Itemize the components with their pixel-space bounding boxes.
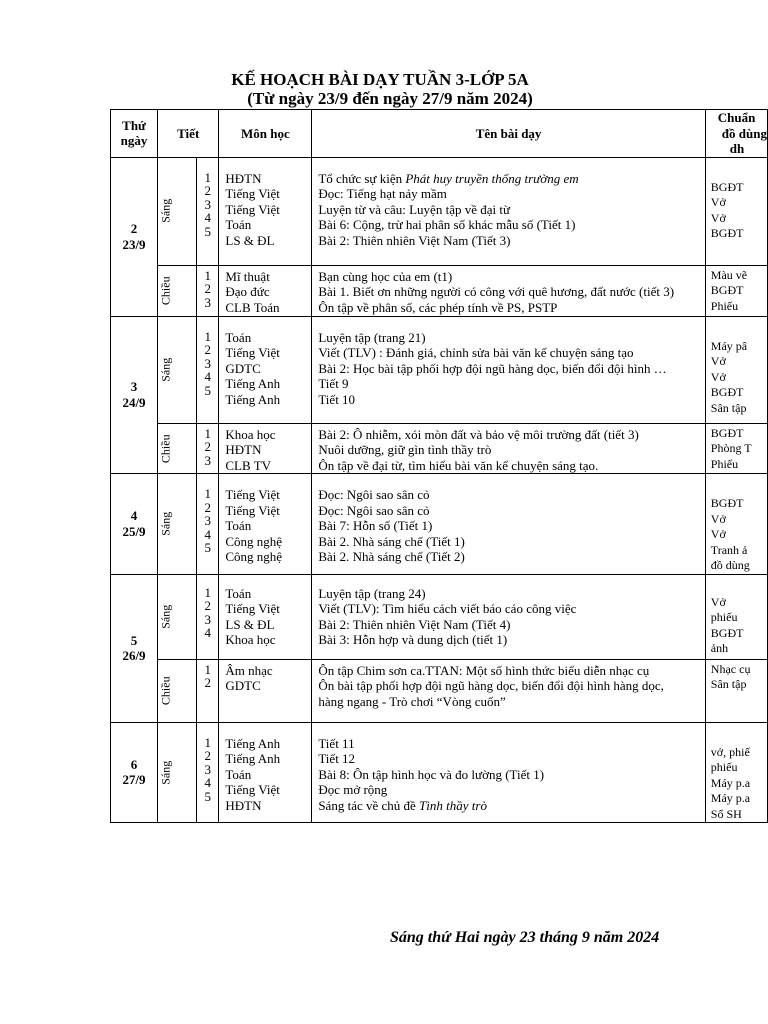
subject-name: Tiếng Anh xyxy=(225,391,281,407)
subject-name: GDTC xyxy=(225,678,261,693)
period-numbers xyxy=(197,316,219,423)
lesson-title xyxy=(318,767,704,783)
period-number: 3 xyxy=(204,612,211,626)
day-of-week: 6 xyxy=(130,756,138,772)
equipment-item: Máy pâ xyxy=(710,338,748,353)
period-number: 4 xyxy=(204,211,211,225)
header-equipment xyxy=(705,110,767,158)
subject-cell xyxy=(219,423,312,474)
subject-name: Tiếng Anh xyxy=(225,751,281,766)
lesson-title xyxy=(318,458,704,474)
equipment-item: vở, phiế xyxy=(710,744,750,759)
lesson-title xyxy=(318,782,704,798)
session-cell xyxy=(158,157,197,265)
header-row xyxy=(111,110,768,158)
lesson-cell xyxy=(312,474,705,575)
equipment-cell xyxy=(705,157,767,265)
subject-name: CLB TV xyxy=(225,457,272,473)
lesson-title xyxy=(318,798,704,814)
subject-name: Khoa học xyxy=(225,426,276,442)
period-number: 1 xyxy=(204,329,211,343)
period-numbers xyxy=(197,423,219,474)
session-row xyxy=(111,265,768,316)
lesson-text: Ôn tập về đại từ, tìm hiểu bài văn kể chuyện sáng tạo. xyxy=(318,457,599,473)
equipment-cell xyxy=(705,659,767,722)
subject-name: LS & ĐL xyxy=(225,232,275,248)
period-numbers xyxy=(197,659,219,722)
equipment-item: Sổ SH xyxy=(710,806,742,821)
period-number: 4 xyxy=(204,626,211,640)
subject-name: Mĩ thuật xyxy=(225,268,270,284)
lesson-text: Tiết 9 xyxy=(318,376,349,391)
period-numbers xyxy=(197,474,219,575)
lesson-text: Tiết 10 xyxy=(318,391,356,407)
period-number: 2 xyxy=(204,676,211,690)
day-date: 27/9 xyxy=(122,772,146,788)
equipment-item: BGĐT xyxy=(710,425,744,440)
equipment-item: Vở xyxy=(710,511,726,526)
day-of-week: 4 xyxy=(130,508,138,524)
day-date: 24/9 xyxy=(122,394,146,410)
lesson-title xyxy=(318,300,704,316)
lesson-title xyxy=(318,549,704,565)
subject-name: Toán xyxy=(225,329,252,345)
session-label: Chiều xyxy=(158,676,173,705)
subject-name: HĐTN xyxy=(225,442,262,457)
equipment-cell xyxy=(705,722,767,823)
period-number: 1 xyxy=(204,662,211,676)
lesson-text: Bài 2: Ô nhiễm, xói mòn đất và bảo vệ môi trường đất (tiết 3) xyxy=(318,426,639,442)
lesson-title xyxy=(318,678,704,694)
period-number: 2 xyxy=(204,184,211,198)
equipment-item: Nhạc cụ xyxy=(710,661,751,676)
period-number: 4 xyxy=(204,527,211,541)
equipment-cell xyxy=(705,423,767,474)
period-number: 3 xyxy=(204,356,211,370)
equipment-item: BGĐT xyxy=(710,283,744,297)
lesson-title xyxy=(318,361,704,377)
subject-name: Tiếng Việt xyxy=(225,502,280,518)
lesson-text: Bài 6: Cộng, trừ hai phân số khác mẫu số (Tiết 1) xyxy=(318,217,576,232)
session-label: Sáng xyxy=(158,511,173,536)
lesson-text: Bài 2: Thiên nhiên Việt Nam (Tiết 3) xyxy=(318,232,511,248)
subject-name: Toán xyxy=(225,585,252,601)
lesson-text: Tổ chức sự kiện xyxy=(318,170,406,186)
lesson-title xyxy=(318,694,704,710)
day-cell xyxy=(111,574,158,722)
equipment-cell xyxy=(705,474,767,575)
subject-name: Tiếng Việt xyxy=(225,601,280,616)
equipment-item: Vở xyxy=(710,594,726,609)
session-label: Sáng xyxy=(158,199,173,223)
subject-name: GDTC xyxy=(225,360,261,376)
session-row xyxy=(111,574,768,659)
lesson-title xyxy=(318,601,704,617)
lesson-title xyxy=(318,663,704,679)
header-equipment-line: Chuẩn xyxy=(717,110,756,125)
day-of-week: 5 xyxy=(130,632,138,648)
subject-name: Tiếng Việt xyxy=(225,487,280,502)
header-equipment-line: đồ dùng xyxy=(721,125,767,141)
equipment-item: BGĐT xyxy=(710,625,744,640)
lesson-text: Bài 7: Hỗn số (Tiết 1) xyxy=(318,518,433,533)
subject-name: Công nghệ xyxy=(225,533,283,549)
session-row xyxy=(111,316,768,423)
lesson-title xyxy=(318,427,704,443)
lesson-text: Luyện tập (trang 24) xyxy=(318,585,426,601)
day-cell xyxy=(111,157,158,316)
period-number: 5 xyxy=(204,383,211,397)
header-subject: Môn học xyxy=(219,110,312,158)
period-number: 3 xyxy=(204,762,211,776)
header-day xyxy=(111,110,158,158)
day-of-week: 2 xyxy=(130,221,138,236)
lesson-title xyxy=(318,345,704,361)
lesson-plan-table xyxy=(110,109,768,823)
session-cell xyxy=(158,265,197,316)
lesson-title xyxy=(318,751,704,767)
period-number: 4 xyxy=(204,370,211,384)
period-number: 1 xyxy=(204,170,211,184)
equipment-cell xyxy=(705,574,767,659)
lesson-title xyxy=(318,171,704,187)
session-label: Sáng xyxy=(158,760,173,785)
lesson-emphasis: Tình thầy trò xyxy=(419,797,487,813)
period-numbers xyxy=(197,574,219,659)
session-row xyxy=(111,157,768,265)
session-cell xyxy=(158,722,197,823)
period-number: 5 xyxy=(204,541,211,555)
lesson-title xyxy=(318,518,704,534)
lesson-title xyxy=(318,586,704,602)
subject-name: CLB Toán xyxy=(225,299,280,315)
period-number: 1 xyxy=(204,426,211,440)
lesson-title xyxy=(318,233,704,249)
lesson-text: Sáng tác về chủ đề xyxy=(318,797,420,813)
equipment-item: đồ dùng xyxy=(710,558,750,572)
period-number: 1 xyxy=(204,735,211,749)
session-cell xyxy=(158,474,197,575)
lesson-title xyxy=(318,186,704,202)
equipment-item: Vở xyxy=(710,369,726,384)
day-date: 26/9 xyxy=(122,648,146,663)
period-number: 3 xyxy=(204,295,211,309)
period-number: 3 xyxy=(204,514,211,528)
subject-name: Toán xyxy=(225,217,252,232)
subject-name: Tiếng Anh xyxy=(225,735,281,751)
period-number: 2 xyxy=(204,343,211,357)
period-number: 5 xyxy=(204,224,211,238)
lesson-title xyxy=(318,392,704,408)
subject-cell xyxy=(219,265,312,316)
lesson-text: Bài 8: Ôn tập hình học và đo lường (Tiết 1) xyxy=(318,766,545,782)
lesson-title xyxy=(318,376,704,392)
subject-name: Tiếng Việt xyxy=(225,201,280,217)
day-cell xyxy=(111,474,158,575)
subject-cell xyxy=(219,474,312,575)
lesson-title xyxy=(318,632,704,648)
lesson-text: Tiết 12 xyxy=(318,751,356,766)
subject-name: Âm nhạc xyxy=(225,662,273,678)
equipment-item: Sân tập xyxy=(710,677,747,691)
subject-name: Toán xyxy=(225,766,252,782)
equipment-item: Vở xyxy=(710,195,726,209)
day-cell xyxy=(111,722,158,823)
equipment-item: BGĐT xyxy=(710,385,744,399)
lesson-text: Bài 2: Học bài tập phối hợp đội ngũ hàng dọc, biến đổi đội hình … xyxy=(318,360,667,376)
lesson-text: hàng ngang - Trò chơi “Vòng cuốn” xyxy=(318,693,506,709)
period-numbers xyxy=(197,722,219,823)
subject-cell xyxy=(219,157,312,265)
period-number: 2 xyxy=(204,500,211,514)
lesson-text: Nuôi dưỡng, giữ gìn tình thầy trò xyxy=(318,442,492,457)
lesson-text: Ôn tập về phân số, các phép tính về PS, PSTP xyxy=(318,299,558,315)
equipment-item: Vở xyxy=(710,527,726,541)
subject-cell xyxy=(219,659,312,722)
equipment-item: Phòng T xyxy=(710,441,752,455)
subject-name: Khoa học xyxy=(225,632,276,647)
session-cell xyxy=(158,423,197,474)
lesson-text: Luyện từ và câu: Luyện tập về đại từ xyxy=(318,201,511,217)
session-cell xyxy=(158,659,197,722)
header-period: Tiết xyxy=(158,110,219,158)
equipment-cell xyxy=(705,316,767,423)
equipment-item: BGĐT xyxy=(710,496,744,510)
equipment-item: Sân tập xyxy=(710,400,747,415)
day-date: 23/9 xyxy=(122,236,146,252)
lesson-emphasis: Phát huy truyền thống trường em xyxy=(405,170,579,186)
lesson-text: Ôn tập Chim sơn ca.TTAN: Một số hình thức biểu diễn nhạc cụ xyxy=(318,662,650,678)
session-row xyxy=(111,722,768,823)
day-date: 25/9 xyxy=(122,523,146,539)
lesson-title xyxy=(318,442,704,458)
equipment-item: Phiếu xyxy=(710,298,739,313)
equipment-item: Vở xyxy=(710,354,726,368)
subject-name: Đạo đức xyxy=(225,284,270,299)
lesson-title xyxy=(318,503,704,519)
period-number: 1 xyxy=(204,268,211,282)
lesson-text: Ôn bài tập phối hợp đội ngũ hàng dọc, biến đổi đội hình hàng dọc, xyxy=(318,678,664,693)
lesson-title xyxy=(318,284,704,300)
lesson-text: Luyện tập (trang 21) xyxy=(318,329,426,345)
lesson-text: Bài 2. Nhà sáng chế (Tiết 2) xyxy=(318,549,465,564)
lesson-cell xyxy=(312,157,705,265)
lesson-cell xyxy=(312,423,705,474)
signature-date: Sáng thứ Hai ngày 23 tháng 9 năm 2024 xyxy=(390,929,660,946)
lesson-text: Bài 2. Nhà sáng chế (Tiết 1) xyxy=(318,533,465,549)
lesson-text: Bạn cùng học của em (t1) xyxy=(318,268,453,284)
equipment-item: ảnh xyxy=(710,641,729,655)
equipment-item: Vở xyxy=(710,210,726,225)
lesson-text: Bài 3: Hỗn hợp và dung dịch (tiết 1) xyxy=(318,632,508,647)
session-label: Chiều xyxy=(158,433,173,463)
lesson-text: Viết (TLV): Tìm hiểu cách viết báo cáo công việc xyxy=(318,601,577,616)
session-cell xyxy=(158,574,197,659)
lesson-text: Đọc mở rộng xyxy=(318,782,388,797)
lesson-cell xyxy=(312,316,705,423)
session-row xyxy=(111,659,768,722)
period-number: 5 xyxy=(204,789,211,803)
lesson-text: Đọc: Tiếng hạt nảy mầm xyxy=(318,186,447,201)
subject-name: Toán xyxy=(225,518,252,533)
lesson-cell xyxy=(312,265,705,316)
equipment-item: BGĐT xyxy=(710,226,744,240)
session-row xyxy=(111,423,768,474)
subject-name: Tiếng Việt xyxy=(225,186,280,201)
subject-name: Tiếng Việt xyxy=(225,345,280,360)
subject-name: Tiếng Việt xyxy=(225,782,280,797)
subject-cell xyxy=(219,316,312,423)
equipment-item: Phiếu xyxy=(710,456,739,471)
header-day-line: Thứ xyxy=(122,117,146,133)
session-cell xyxy=(158,316,197,423)
day-of-week: 3 xyxy=(130,379,138,395)
equipment-item: BGĐT xyxy=(710,179,744,194)
session-label: Sáng xyxy=(158,357,173,382)
lesson-text: Đọc: Ngôi sao sân cỏ xyxy=(318,502,430,518)
subject-cell xyxy=(219,574,312,659)
header-equipment-line: dh xyxy=(729,141,745,156)
page-subtitle: (Từ ngày 23/9 đến ngày 27/9 năm 2024) xyxy=(247,89,533,108)
lesson-title xyxy=(318,269,704,285)
period-numbers xyxy=(197,265,219,316)
period-number: 2 xyxy=(204,282,211,296)
lesson-text: Đọc: Ngôi sao sân cỏ xyxy=(318,487,430,502)
period-number: 3 xyxy=(204,453,211,467)
page-title: KẾ HOẠCH BÀI DẠY TUẦN 3-LỚP 5A xyxy=(231,70,529,89)
equipment-cell xyxy=(705,265,767,316)
equipment-item: Màu vẽ xyxy=(710,267,748,282)
session-label: Chiều xyxy=(158,276,173,305)
equipment-item: Máy p.a xyxy=(710,791,751,805)
period-number: 2 xyxy=(204,749,211,763)
subject-name: HĐTN xyxy=(225,170,262,186)
lesson-cell xyxy=(312,659,705,722)
period-numbers xyxy=(197,157,219,265)
lesson-title xyxy=(318,330,704,346)
lesson-title xyxy=(318,534,704,550)
equipment-item: phiếu xyxy=(710,760,738,774)
lesson-title xyxy=(318,617,704,633)
header-lesson: Tên bài dạy xyxy=(312,110,705,158)
period-number: 1 xyxy=(204,487,211,501)
lesson-text: Tiết 11 xyxy=(318,735,355,751)
period-number: 3 xyxy=(204,197,211,211)
period-number: 2 xyxy=(204,440,211,454)
subject-name: HĐTN xyxy=(225,797,262,813)
lesson-plan-body xyxy=(111,110,768,823)
session-row xyxy=(111,474,768,575)
session-label: Sáng xyxy=(158,604,173,629)
header-day-line: ngày xyxy=(120,133,148,149)
lesson-cell xyxy=(312,722,705,823)
lesson-text: Bài 1. Biết ơn những người có công với quê hương, đất nước (tiết 3) xyxy=(318,284,675,299)
lesson-title xyxy=(318,487,704,503)
subject-name: LS & ĐL xyxy=(225,616,275,632)
lesson-title xyxy=(318,736,704,752)
period-number: 4 xyxy=(204,776,211,790)
equipment-item: Tranh ả xyxy=(710,542,748,557)
equipment-item: phiếu xyxy=(710,610,738,624)
lesson-text: Viết (TLV) : Đánh giá, chỉnh sửa bài văn kể chuyện sáng tạo xyxy=(318,345,634,360)
subject-name: Công nghệ xyxy=(225,549,283,564)
lesson-cell xyxy=(312,574,705,659)
subject-cell xyxy=(219,722,312,823)
lesson-text: Bài 2: Thiên nhiên Việt Nam (Tiết 4) xyxy=(318,616,511,632)
day-cell xyxy=(111,316,158,474)
lesson-title xyxy=(318,202,704,218)
equipment-item: Máy p.a xyxy=(710,775,751,790)
lesson-title xyxy=(318,217,704,233)
period-number: 1 xyxy=(204,585,211,599)
period-number: 2 xyxy=(204,599,211,613)
subject-name: Tiếng Anh xyxy=(225,376,281,391)
